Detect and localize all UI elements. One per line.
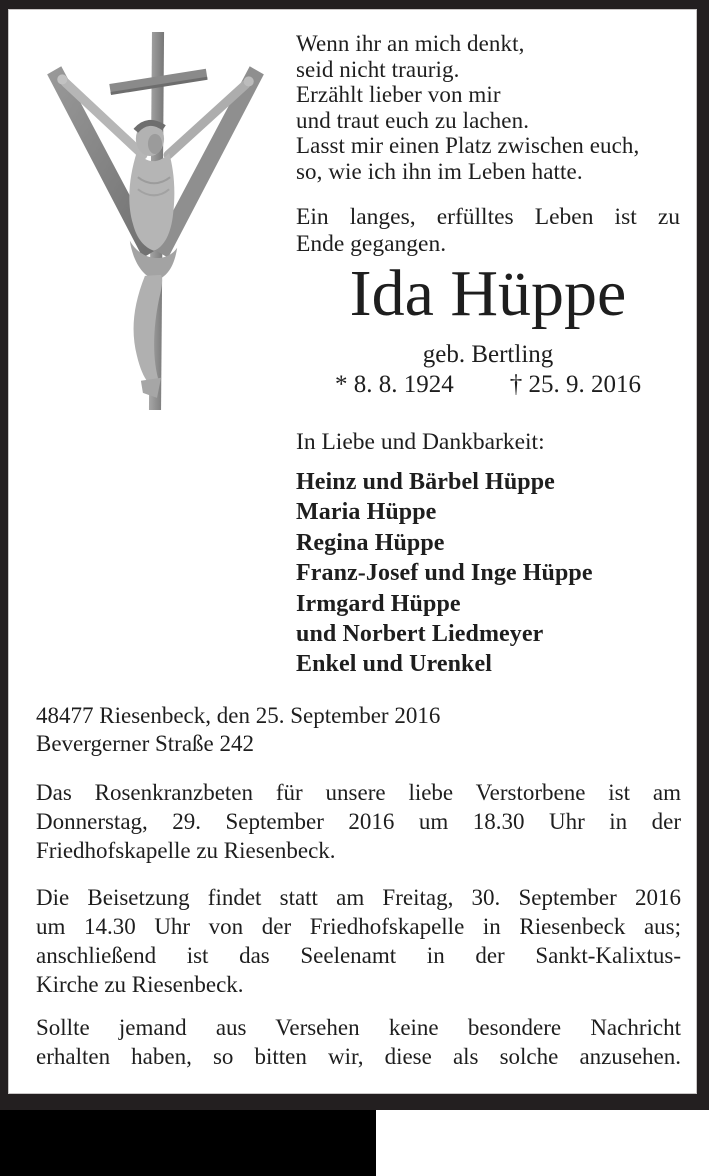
- mourner-line: Regina Hüppe: [296, 529, 445, 556]
- paragraph-line: Donnerstag, 29. September 2016 um 18.30 Uhr in der: [36, 809, 681, 834]
- mourner-line: und Norbert Liedmeyer: [296, 621, 544, 648]
- poem-line: so, wie ich ihn im Leben hatte.: [296, 158, 583, 184]
- poem-line: seid nicht traurig.: [296, 56, 460, 82]
- paragraph-line: Sollte jemand aus Versehen keine besondere Nachricht: [36, 1015, 681, 1040]
- paragraph-line: Kirche zu Riesenbeck.: [36, 972, 244, 997]
- dateline: 48477 Riesenbeck, den 25. September 2016: [36, 703, 441, 728]
- mourner-line: Maria Hüppe: [296, 499, 437, 526]
- paragraph-line: Die Beisetzung findet statt am Freitag, 30. September 2016: [36, 885, 681, 910]
- corpus-right-hand: [244, 76, 254, 86]
- poem-line: Wenn ihr an mich denkt,: [296, 31, 525, 56]
- closing-notice: [36, 1013, 681, 1071]
- birth-date: * 8. 8. 1924: [335, 371, 454, 398]
- crucifix-photo: [29, 26, 281, 414]
- gratitude-line: In Liebe und Dankbarkeit:: [296, 429, 545, 455]
- paragraph-line: erhalten haben, so bitten wir, diese als solche anzusehen.: [36, 1044, 681, 1069]
- rosary-paragraph: [36, 778, 681, 865]
- mourner-line: Enkel und Urenkel: [296, 651, 492, 678]
- intro-line: Ein langes, erfülltes Leben ist zu: [296, 204, 680, 230]
- poem-line: Lasst mir einen Platz zwischen euch,: [296, 133, 640, 158]
- address-line: Bevergerner Straße 242: [36, 731, 254, 756]
- bottom-black-strip: [0, 1110, 376, 1176]
- intro-line: Ende gegangen.: [296, 231, 447, 257]
- paragraph-line: Das Rosenkranzbeten für unsere liebe Verstorbene ist am: [36, 780, 681, 805]
- mourner-line: Heinz und Bärbel Hüppe: [296, 469, 555, 495]
- funeral-paragraph: [36, 883, 681, 999]
- mourner-line: Franz-Josef und Inge Hüppe: [296, 560, 593, 587]
- memorial-poem: [296, 31, 682, 184]
- poem-line: Erzählt lieber von mir: [296, 82, 501, 107]
- mourner-line: Irmgard Hüppe: [296, 590, 461, 617]
- death-date: † 25. 9. 2016: [509, 371, 641, 398]
- poem-line: und traut euch zu lachen.: [296, 107, 530, 133]
- dateline-block: [36, 702, 681, 758]
- intro-paragraph: [296, 204, 680, 258]
- maiden-name: geb. Bertling: [422, 341, 554, 368]
- corpus-left-hand: [57, 74, 67, 84]
- deceased-name: Ida Hüppe: [349, 257, 627, 330]
- mourners-list: [296, 467, 680, 680]
- paragraph-line: um 14.30 Uhr von der Friedhofskapelle in Riesenbeck aus;: [36, 914, 681, 939]
- life-dates: [296, 371, 680, 398]
- paragraph-line: anschließend ist das Seelenamt in der Sankt-Kalixtus-: [36, 943, 681, 968]
- paragraph-line: Friedhofskapelle zu Riesenbeck.: [36, 838, 336, 863]
- notice-page: [8, 9, 697, 1094]
